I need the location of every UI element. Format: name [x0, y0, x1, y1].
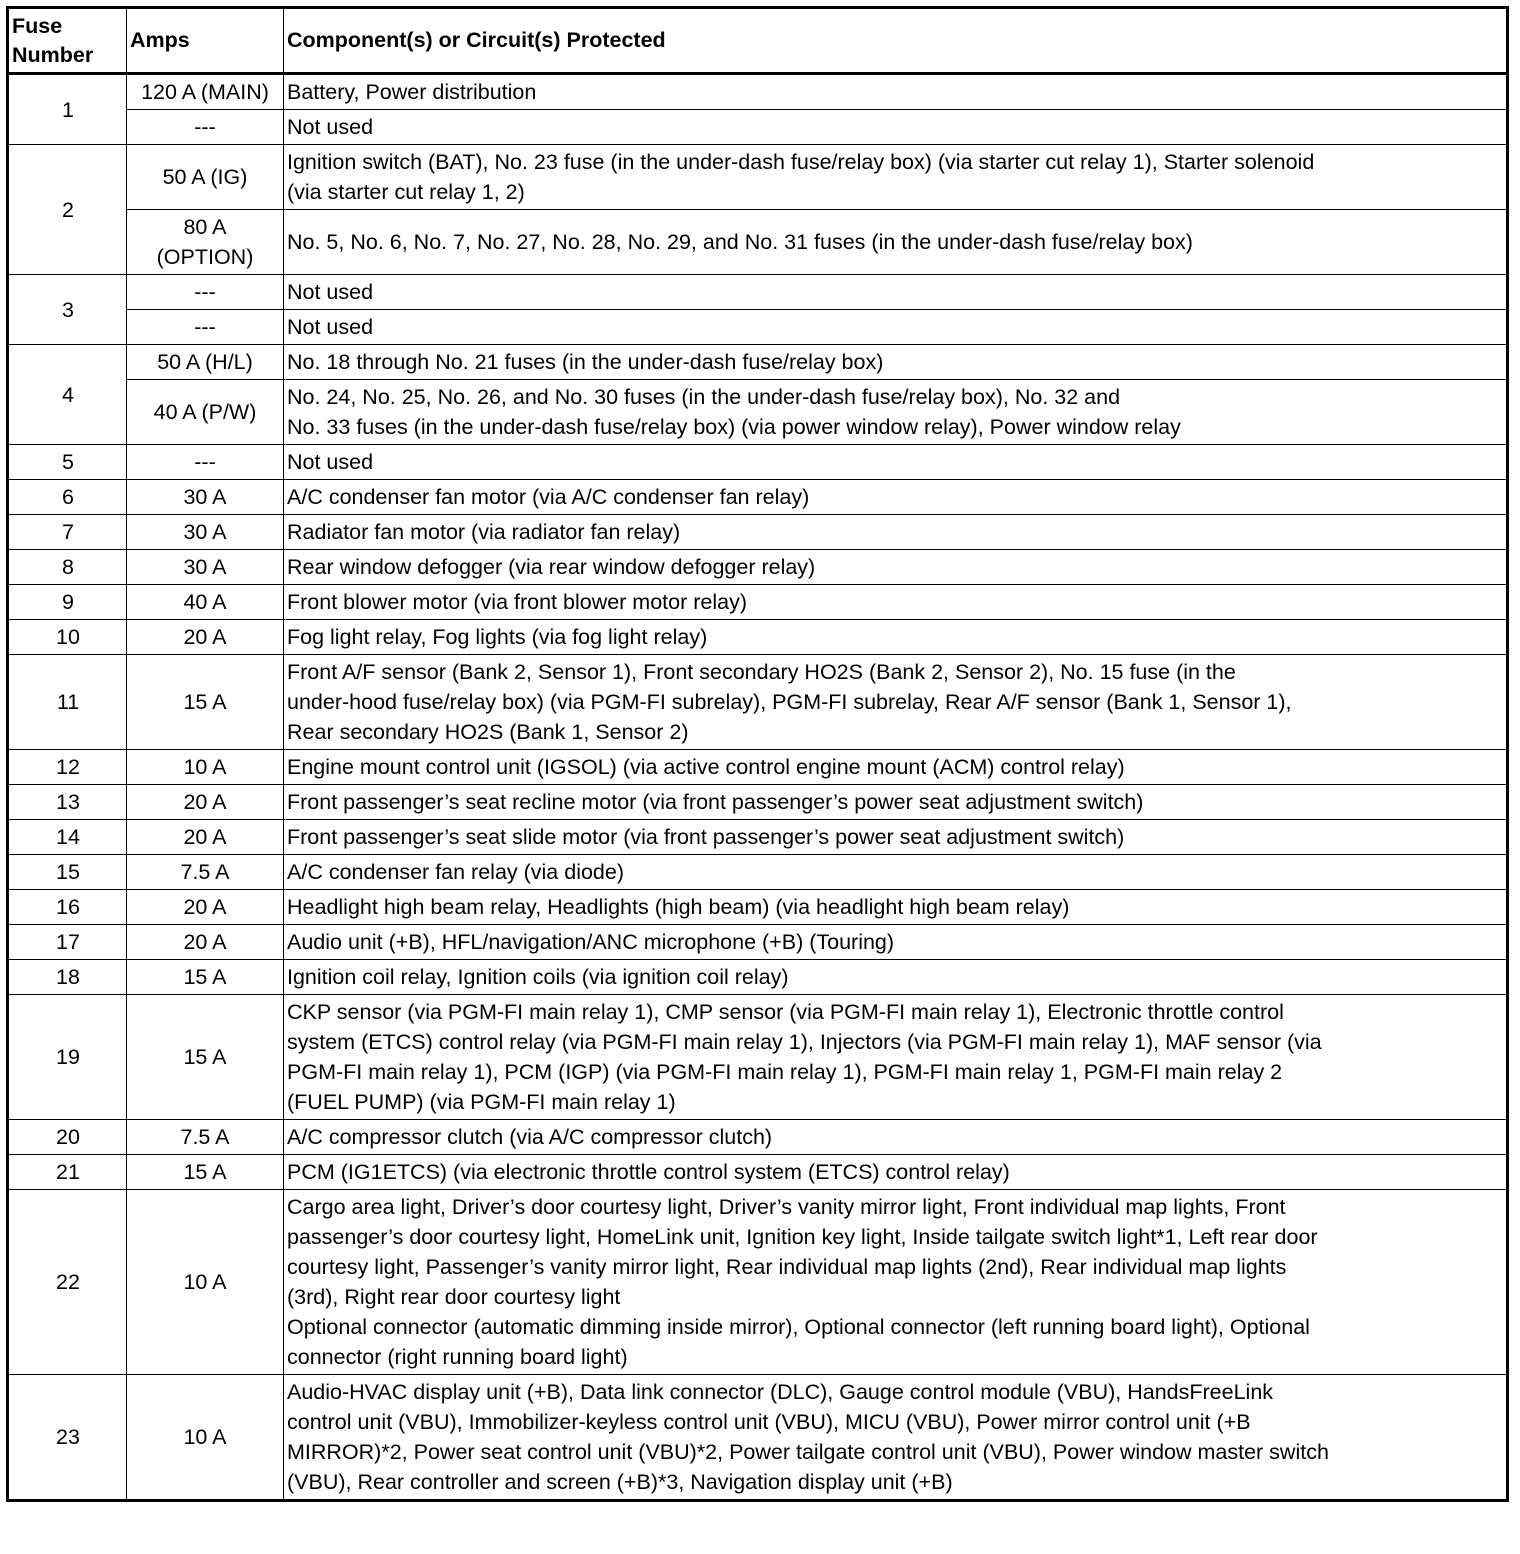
amps-cell	[127, 1190, 284, 1375]
amps-text: 50 A (IG)	[162, 165, 248, 189]
component-text-line: Front passenger’s seat recline motor (via front passenger’s power seat adjustment switch)	[287, 790, 1144, 814]
component-text-line: Rear secondary HO2S (Bank 1, Sensor 2)	[287, 720, 689, 744]
component-text-line: A/C compressor clutch (via A/C compressor clutch)	[287, 1125, 773, 1149]
amps-text: 20 A	[183, 895, 227, 919]
amps-cell	[127, 74, 284, 110]
amps-text: 15 A	[183, 1045, 227, 1069]
component-cell	[284, 655, 1508, 750]
component-cell	[284, 855, 1508, 890]
table-row	[8, 275, 1508, 310]
component-cell	[284, 480, 1508, 515]
component-text-line: Audio-HVAC display unit (+B), Data link connector (DLC), Gauge control module (VBU), HandsFreeLink	[287, 1380, 1274, 1404]
table-row	[8, 585, 1508, 620]
component-text-line: Battery, Power distribution	[287, 80, 537, 104]
component-text-line: MIRROR)*2, Power seat control unit (VBU)*2, Power tailgate control unit (VBU), Power window master switch	[287, 1440, 1329, 1464]
component-text-line: No. 5, No. 6, No. 7, No. 27, No. 28, No. 29, and No. 31 fuses (in the under-dash fuse/relay box)	[287, 230, 1193, 254]
table-row	[8, 655, 1508, 750]
header-component: Component(s) or Circuit(s) Protected	[284, 8, 1508, 74]
fuse-number-cell: 23	[8, 1375, 127, 1501]
component-cell	[284, 145, 1508, 210]
amps-cell	[127, 655, 284, 750]
component-cell	[284, 310, 1508, 345]
fuse-number-cell: 3	[8, 275, 127, 345]
amps-text: (OPTION)	[156, 245, 254, 269]
component-cell	[284, 1190, 1508, 1375]
amps-cell	[127, 480, 284, 515]
amps-cell	[127, 890, 284, 925]
amps-text: ---	[194, 450, 216, 474]
fuse-number-cell: 10	[8, 620, 127, 655]
fuse-number-cell: 8	[8, 550, 127, 585]
component-text-line: PGM-FI main relay 1), PCM (IGP) (via PGM-FI main relay 1), PGM-FI main relay 1, PGM-FI main relay 2	[287, 1060, 1283, 1084]
component-cell	[284, 110, 1508, 145]
amps-text: 7.5 A	[180, 1125, 230, 1149]
component-cell	[284, 890, 1508, 925]
component-text-line: Cargo area light, Driver’s door courtesy light, Driver’s vanity mirror light, Front individual map lights, Front	[287, 1195, 1286, 1219]
component-text-line: courtesy light, Passenger’s vanity mirror light, Rear individual map lights (2nd), Rear individual map lights	[287, 1255, 1287, 1279]
fuse-number-cell: 20	[8, 1120, 127, 1155]
component-text-line: Optional connector (automatic dimming inside mirror), Optional connector (left running board light), Optional	[287, 1315, 1310, 1339]
component-cell	[284, 515, 1508, 550]
amps-text: ---	[194, 115, 216, 139]
table-row	[8, 820, 1508, 855]
fuse-number-cell: 1	[8, 74, 127, 145]
component-text-line: A/C condenser fan relay (via diode)	[287, 860, 625, 884]
table-row	[8, 74, 1508, 110]
amps-cell	[127, 820, 284, 855]
component-cell	[284, 785, 1508, 820]
component-text-line: system (ETCS) control relay (via PGM-FI main relay 1), Injectors (via PGM-FI main relay 1), MAF sensor (via	[287, 1030, 1322, 1054]
component-text-line: (3rd), Right rear door courtesy light	[287, 1285, 621, 1309]
amps-text: 10 A	[183, 755, 227, 779]
component-text-line: Ignition switch (BAT), No. 23 fuse (in the under-dash fuse/relay box) (via starter cut relay 1), Starter solenoid	[287, 150, 1315, 174]
component-text-line: PCM (IG1ETCS) (via electronic throttle control system (ETCS) control relay)	[287, 1160, 1010, 1184]
fuse-number-cell: 7	[8, 515, 127, 550]
component-text-line: Audio unit (+B), HFL/navigation/ANC microphone (+B) (Touring)	[287, 930, 895, 954]
component-text-line: (via starter cut relay 1, 2)	[287, 180, 525, 204]
table-row	[8, 785, 1508, 820]
component-text-line: Front blower motor (via front blower motor relay)	[287, 590, 748, 614]
header-fuse-number-line1: Fuse	[12, 13, 63, 38]
amps-cell	[127, 995, 284, 1120]
component-cell	[284, 1375, 1508, 1501]
amps-text: ---	[194, 280, 216, 304]
component-text-line: connector (right running board light)	[287, 1345, 628, 1369]
table-row	[8, 480, 1508, 515]
component-cell	[284, 750, 1508, 785]
amps-text: ---	[194, 315, 216, 339]
amps-text: 40 A (P/W)	[153, 400, 257, 424]
header-fuse-number	[8, 8, 127, 74]
component-text-line: Engine mount control unit (IGSOL) (via active control engine mount (ACM) control relay)	[287, 755, 1125, 779]
amps-text: 40 A	[183, 590, 227, 614]
amps-cell	[127, 750, 284, 785]
table-row	[8, 380, 1508, 445]
fuse-table-body	[8, 74, 1508, 1501]
table-row	[8, 890, 1508, 925]
component-cell	[284, 925, 1508, 960]
amps-text: 120 A (MAIN)	[141, 80, 269, 104]
table-row	[8, 1155, 1508, 1190]
amps-cell	[127, 380, 284, 445]
component-cell	[284, 74, 1508, 110]
component-cell	[284, 1155, 1508, 1190]
fuse-number-cell: 6	[8, 480, 127, 515]
component-text-line: Not used	[287, 450, 374, 474]
amps-text: 30 A	[183, 555, 227, 579]
fuse-number-cell: 17	[8, 925, 127, 960]
table-row	[8, 145, 1508, 210]
component-text-line: No. 33 fuses (in the under-dash fuse/relay box) (via power window relay), Power window relay	[287, 415, 1181, 439]
component-text-line: passenger’s door courtesy light, HomeLink unit, Ignition key light, Inside tailgate switch light*1, Left rear door	[287, 1225, 1318, 1249]
component-cell	[284, 585, 1508, 620]
table-row	[8, 960, 1508, 995]
component-cell	[284, 550, 1508, 585]
table-row	[8, 1120, 1508, 1155]
amps-text: 15 A	[183, 1160, 227, 1184]
header-fuse-number-line2: Number	[12, 42, 94, 67]
component-cell	[284, 620, 1508, 655]
component-cell	[284, 995, 1508, 1120]
component-cell	[284, 1120, 1508, 1155]
amps-text: 20 A	[183, 930, 227, 954]
amps-text: 10 A	[183, 1425, 227, 1449]
amps-cell	[127, 550, 284, 585]
table-row	[8, 1375, 1508, 1501]
amps-cell	[127, 620, 284, 655]
amps-cell	[127, 1120, 284, 1155]
fuse-number-cell: 13	[8, 785, 127, 820]
component-text-line: CKP sensor (via PGM-FI main relay 1), CMP sensor (via PGM-FI main relay 1), Electronic throttle control	[287, 1000, 1284, 1024]
fuse-number-cell: 18	[8, 960, 127, 995]
amps-text: 50 A (H/L)	[157, 350, 253, 374]
amps-text: 7.5 A	[180, 860, 230, 884]
amps-cell	[127, 585, 284, 620]
amps-cell	[127, 110, 284, 145]
table-row	[8, 310, 1508, 345]
amps-text: 30 A	[183, 520, 227, 544]
amps-cell	[127, 925, 284, 960]
component-text-line: (VBU), Rear controller and screen (+B)*3, Navigation display unit (+B)	[287, 1470, 953, 1494]
header-row	[8, 8, 1508, 74]
component-text-line: Not used	[287, 280, 374, 304]
amps-cell	[127, 960, 284, 995]
component-text-line: A/C condenser fan motor (via A/C condenser fan relay)	[287, 485, 810, 509]
fuse-number-cell: 14	[8, 820, 127, 855]
component-text-line: No. 24, No. 25, No. 26, and No. 30 fuses (in the under-dash fuse/relay box), No. 32 and	[287, 385, 1121, 409]
amps-cell	[127, 785, 284, 820]
component-text-line: Fog light relay, Fog lights (via fog light relay)	[287, 625, 708, 649]
table-row	[8, 995, 1508, 1120]
amps-text: 80 A	[183, 215, 227, 239]
component-text-line: Headlight high beam relay, Headlights (high beam) (via headlight high beam relay)	[287, 895, 1070, 919]
fuse-number-cell: 12	[8, 750, 127, 785]
fuse-number-cell: 19	[8, 995, 127, 1120]
amps-cell	[127, 145, 284, 210]
amps-text: 20 A	[183, 825, 227, 849]
fuse-number-cell: 5	[8, 445, 127, 480]
table-row	[8, 445, 1508, 480]
fuse-number-cell: 2	[8, 145, 127, 275]
table-row	[8, 620, 1508, 655]
amps-cell	[127, 210, 284, 275]
fuse-number-cell: 21	[8, 1155, 127, 1190]
fuse-number-cell: 22	[8, 1190, 127, 1375]
table-row	[8, 1190, 1508, 1375]
amps-text: 15 A	[183, 690, 227, 714]
component-text-line: Not used	[287, 315, 374, 339]
table-row	[8, 110, 1508, 145]
header-amps: Amps	[127, 8, 284, 74]
component-cell	[284, 345, 1508, 380]
amps-cell	[127, 1375, 284, 1501]
fuse-table	[6, 6, 1509, 1502]
table-row	[8, 550, 1508, 585]
component-cell	[284, 210, 1508, 275]
amps-cell	[127, 275, 284, 310]
table-row	[8, 515, 1508, 550]
component-text-line: under-hood fuse/relay box) (via PGM-FI subrelay), PGM-FI subrelay, Rear A/F sensor (Bank 1, Sensor 1),	[287, 690, 1292, 714]
component-text-line: (FUEL PUMP) (via PGM-FI main relay 1)	[287, 1090, 676, 1114]
component-cell	[284, 820, 1508, 855]
table-row	[8, 925, 1508, 960]
component-text-line: Front passenger’s seat slide motor (via front passenger’s power seat adjustment switch)	[287, 825, 1125, 849]
amps-cell	[127, 1155, 284, 1190]
component-text-line: Not used	[287, 115, 374, 139]
component-text-line: No. 18 through No. 21 fuses (in the under-dash fuse/relay box)	[287, 350, 884, 374]
fuse-number-cell: 9	[8, 585, 127, 620]
amps-text: 10 A	[183, 1270, 227, 1294]
fuse-number-cell: 4	[8, 345, 127, 445]
component-cell	[284, 445, 1508, 480]
component-text-line: Ignition coil relay, Ignition coils (via ignition coil relay)	[287, 965, 789, 989]
component-text-line: control unit (VBU), Immobilizer-keyless control unit (VBU), MICU (VBU), Power mirror control unit (+B	[287, 1410, 1251, 1434]
component-cell	[284, 275, 1508, 310]
amps-cell	[127, 345, 284, 380]
amps-text: 30 A	[183, 485, 227, 509]
table-row	[8, 750, 1508, 785]
component-cell	[284, 960, 1508, 995]
fuse-number-cell: 16	[8, 890, 127, 925]
component-text-line: Radiator fan motor (via radiator fan relay)	[287, 520, 681, 544]
amps-text: 15 A	[183, 965, 227, 989]
amps-text: 20 A	[183, 790, 227, 814]
fuse-number-cell: 11	[8, 655, 127, 750]
amps-cell	[127, 310, 284, 345]
table-row	[8, 855, 1508, 890]
amps-text: 20 A	[183, 625, 227, 649]
table-row	[8, 345, 1508, 380]
table-row	[8, 210, 1508, 275]
fuse-number-cell: 15	[8, 855, 127, 890]
amps-cell	[127, 515, 284, 550]
amps-cell	[127, 445, 284, 480]
component-text-line: Front A/F sensor (Bank 2, Sensor 1), Front secondary HO2S (Bank 2, Sensor 2), No. 15 fuse (in the	[287, 660, 1236, 684]
amps-cell	[127, 855, 284, 890]
component-text-line: Rear window defogger (via rear window defogger relay)	[287, 555, 816, 579]
component-cell	[284, 380, 1508, 445]
